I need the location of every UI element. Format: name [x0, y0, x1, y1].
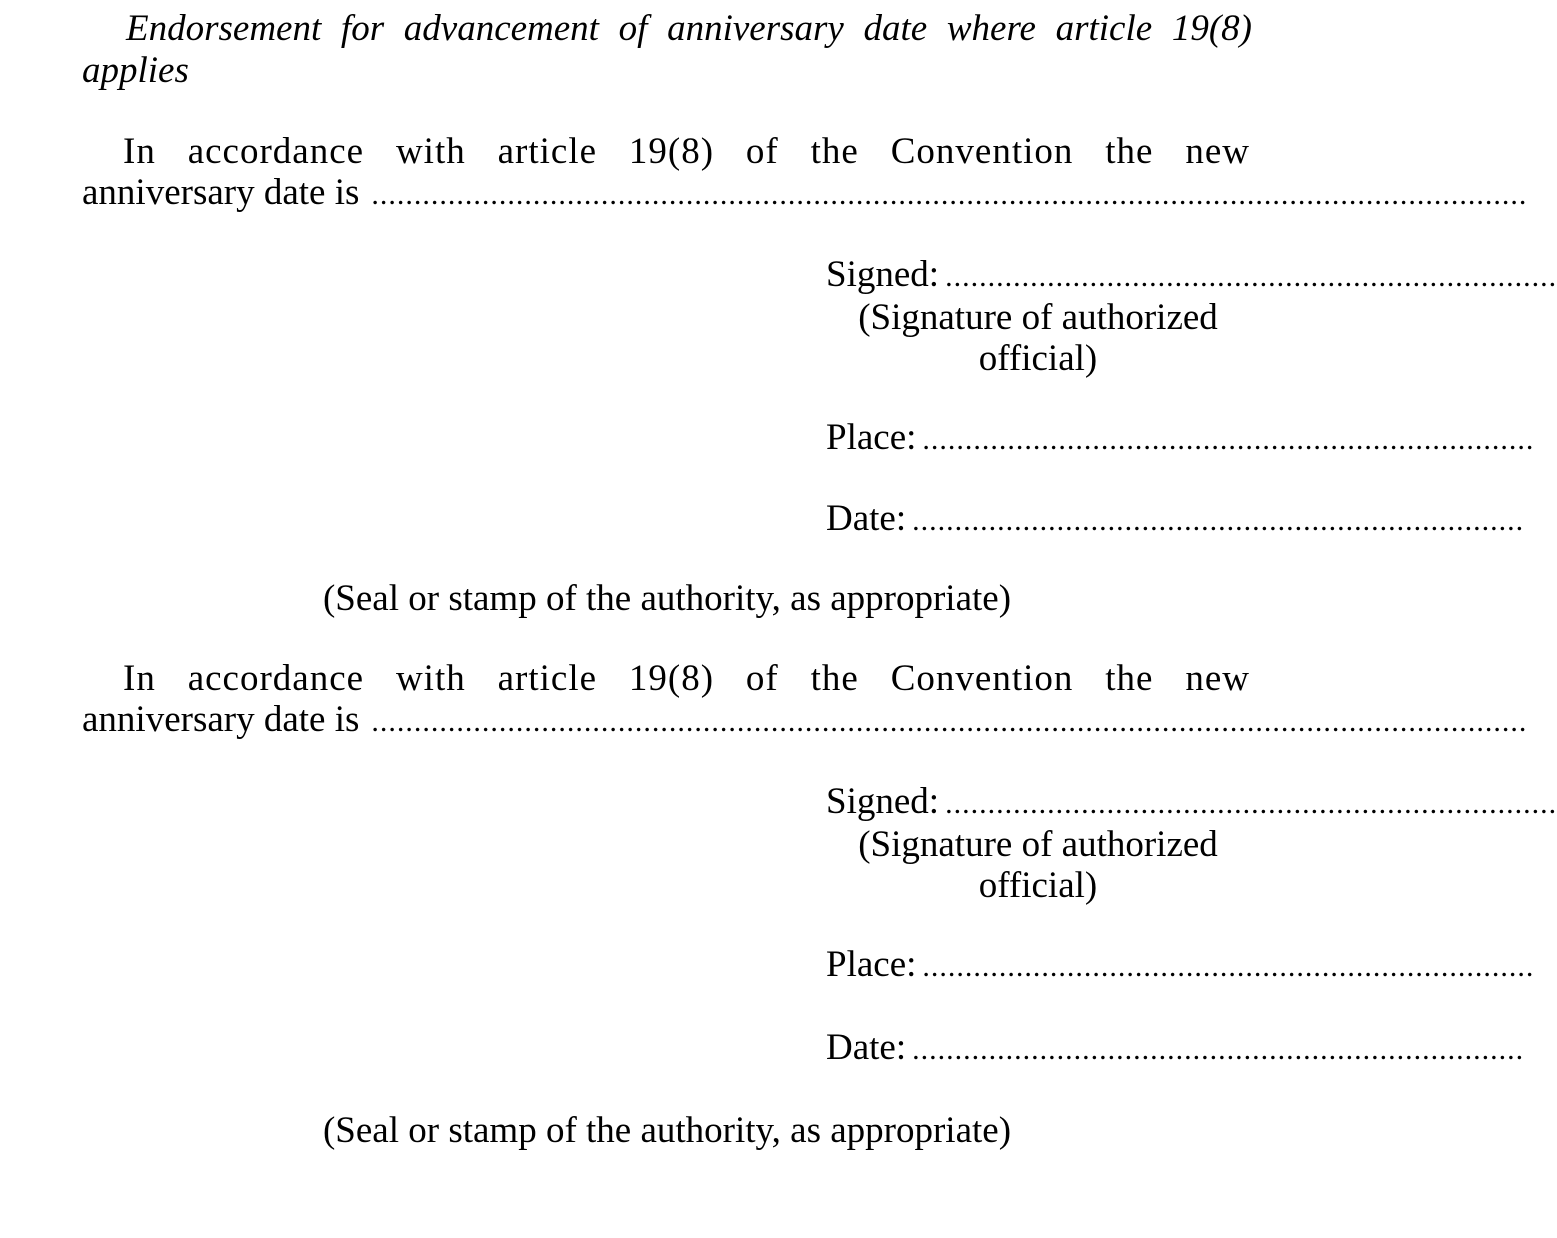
- anniversary-date-field[interactable]: [82, 172, 1528, 215]
- signed-blank[interactable]: ........................................................................: [945, 260, 1557, 293]
- place-block: [826, 944, 1535, 987]
- date-label: Date:: [826, 498, 907, 539]
- signature-block: [826, 254, 1557, 379]
- anniversary-date-label: anniversary date is: [82, 699, 360, 740]
- signature-caption-continued: official): [978, 338, 1098, 379]
- date-field[interactable]: [826, 1027, 1525, 1070]
- place-label: Place:: [826, 944, 917, 985]
- anniversary-date-label: anniversary date is: [82, 172, 360, 213]
- seal-note: (Seal or stamp of the authority, as appropriate): [322, 578, 1012, 619]
- signature-caption: (Signature of authorized: [858, 824, 1218, 865]
- date-blank[interactable]: ........................................................................: [912, 504, 1525, 537]
- signed-blank[interactable]: ........................................................................: [945, 787, 1557, 820]
- anniversary-date-blank[interactable]: ........................................................................................................................................: [371, 705, 1528, 738]
- date-block: [826, 1027, 1525, 1070]
- page-title: Endorsement for advancement of anniversary date where article 19(8) applies: [82, 8, 1252, 91]
- place-block: [826, 417, 1535, 460]
- anniversary-date-field[interactable]: [82, 699, 1528, 742]
- place-blank[interactable]: ........................................................................: [922, 950, 1535, 983]
- signature-caption-continued: official): [978, 865, 1098, 906]
- signed-label: Signed:: [826, 781, 940, 822]
- statement-line: In accordance with article 19(8) of the Convention the new: [123, 131, 1250, 172]
- seal-note: (Seal or stamp of the authority, as appropriate): [322, 1110, 1012, 1151]
- anniversary-statement: [82, 131, 1528, 215]
- place-field[interactable]: [826, 944, 1535, 987]
- signed-label: Signed:: [826, 254, 940, 295]
- date-label: Date:: [826, 1027, 907, 1068]
- anniversary-statement: [82, 658, 1528, 742]
- signed-field[interactable]: [826, 254, 1557, 297]
- signed-field[interactable]: [826, 781, 1557, 824]
- place-blank[interactable]: ........................................................................: [922, 423, 1535, 456]
- signature-block: [826, 781, 1557, 906]
- date-field[interactable]: [826, 498, 1525, 541]
- place-field[interactable]: [826, 417, 1535, 460]
- date-blank[interactable]: ........................................................................: [912, 1033, 1525, 1066]
- statement-line: In accordance with article 19(8) of the Convention the new: [123, 658, 1250, 699]
- place-label: Place:: [826, 417, 917, 458]
- date-block: [826, 498, 1525, 541]
- anniversary-date-blank[interactable]: ........................................................................................................................................: [371, 178, 1528, 211]
- signature-caption: (Signature of authorized: [858, 297, 1218, 338]
